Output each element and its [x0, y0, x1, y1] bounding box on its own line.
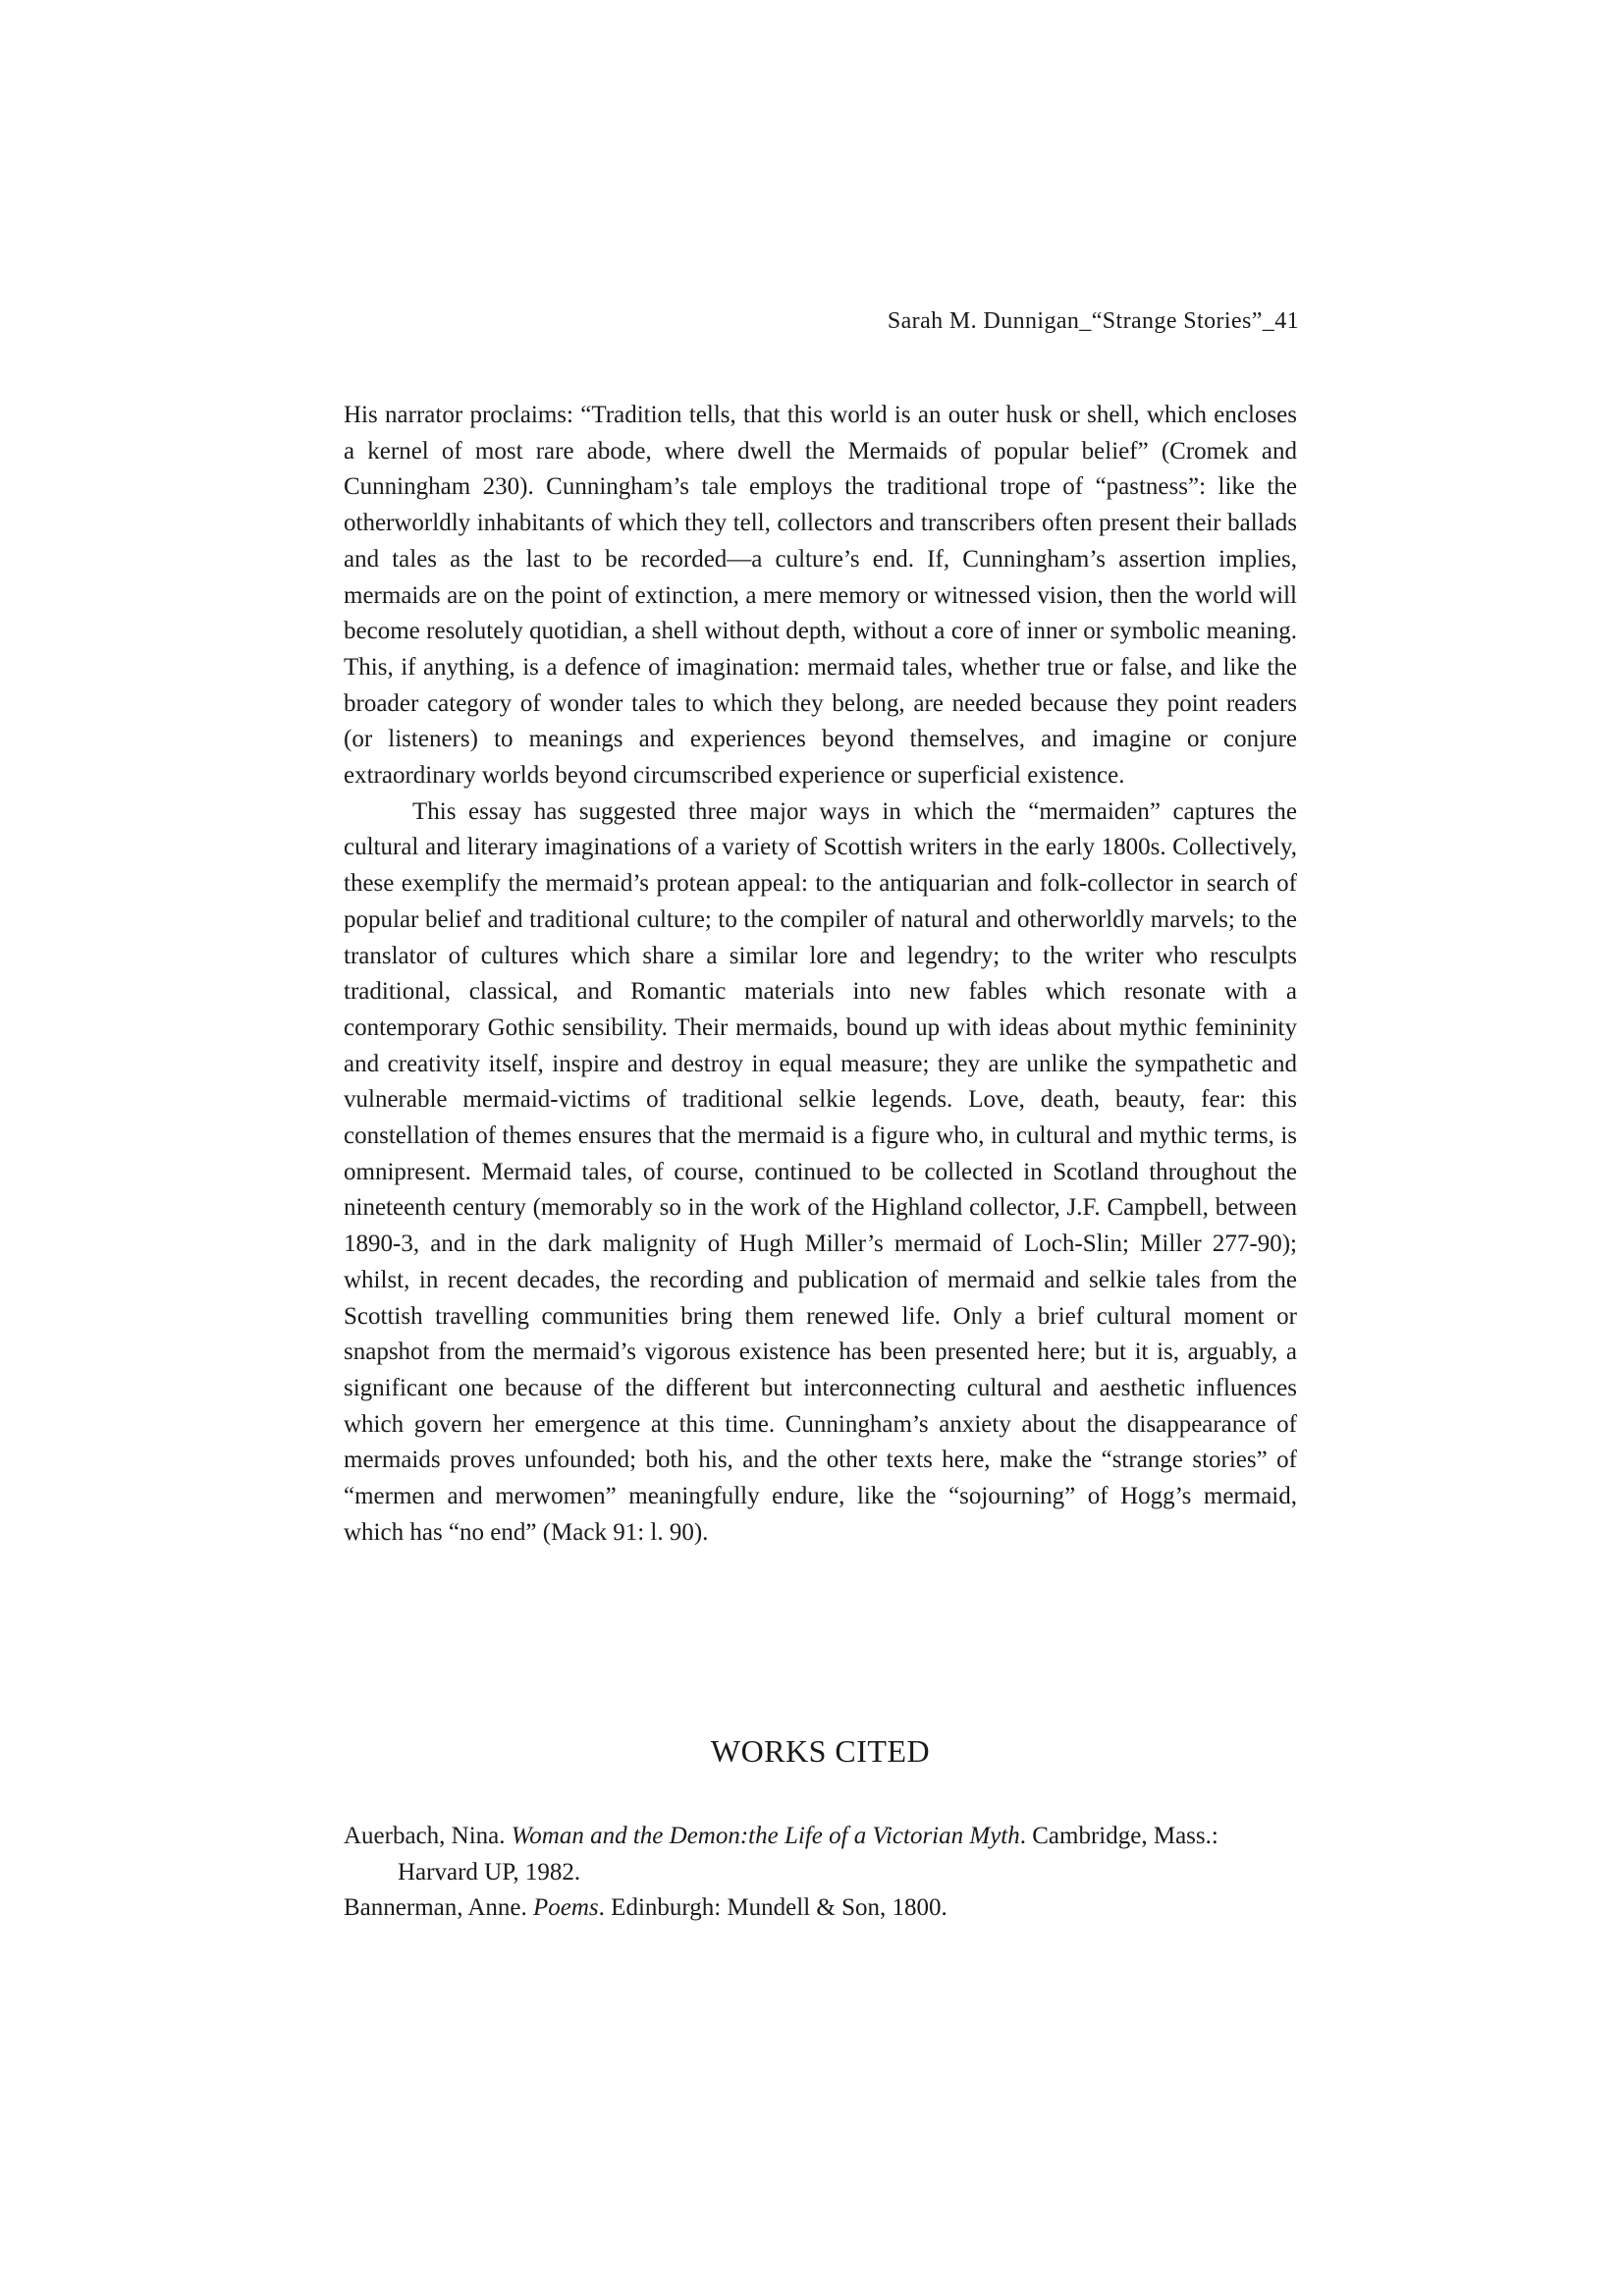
citation-author: Bannerman, Anne. — [344, 1894, 534, 1922]
citation-title: Poems — [533, 1894, 599, 1922]
citation-publication: . Edinburgh: Mundell & Son, 1800. — [598, 1894, 947, 1922]
works-cited-heading: WORKS CITED — [710, 1733, 931, 1769]
citation-publication: . Cambridge, Mass.: Harvard UP, 1982. — [398, 1823, 1218, 1886]
citation-title: Woman and the Demon:the Life of a Victorian Myth — [511, 1823, 1020, 1849]
works-cited-list — [344, 1819, 1301, 1927]
paragraph-1: His narrator proclaims: “Tradition tells, that this world is an outer husk or shell, which encloses a kernel of most rare abode, where dwell the Mermaids of popular belief” (Cromek and Cunningham 230). Cunningham’s tale employs the traditional trope of “pastness”: like the otherworldly inhabitants of which they tell, collectors and transcribers often present their ballads and tales as the last to be recorded—a culture’s end. If, Cunningham’s assertion implies, mermaids are on the point of extinction, a mere memory or witnessed vision, then the world will become resolutely quotidian, a shell without depth, without a core of inner or symbolic meaning. This, if anything, is a defence of imagination: mermaid tales, whether true or false, and like the broader category of wonder tales to which they belong, are needed because they point readers (or listeners) to meanings and experiences beyond themselves, and imagine or conjure extraordinary worlds beyond circumscribed experience or superficial existence. — [344, 402, 1297, 790]
running-head: Sarah M. Dunnigan_“Strange Stories”_41 — [887, 308, 1299, 334]
citation-author: Auerbach, Nina. — [344, 1823, 512, 1849]
citation-entry — [344, 1819, 1301, 1890]
paragraph-2: This essay has suggested three major ways in which the “mermaiden” captures the cultural and literary imaginations of a variety of Scottish writers in the early 1800s. Collectively, these exemplify the mermaid’s protean appeal: to the antiquarian and folk-collector in search of popular belief and traditional culture; to the compiler of natural and otherworldly marvels; to the translator of cultures which share a similar lore and legendry; to the writer who resculpts traditional, classical, and Romantic materials into new fables which resonate with a contemporary Gothic sensibility. Their mermaids, bound up with ideas about mythic femininity and creativity itself, inspire and destroy in equal measure; they are unlike the sympathetic and vulnerable mermaid-victims of traditional selkie legends. Love, death, beauty, fear: this constellation of themes ensures that the mermaid is a figure who, in cultural and mythic terms, is omnipresent. Mermaid tales, of course, continued to be collected in Scotland throughout the nineteenth century (memorably so in the work of the Highland collector, J.F. Campbell, between 1890-3, and in the dark malignity of Hugh Miller’s mermaid of Loch-Slin; Miller 277-90); whilst, in recent decades, the recording and publication of mermaid and selkie tales from the Scottish travelling communities bring them renewed life. Only a brief cultural moment or snapshot from the mermaid’s vigorous existence has been presented here; but it is, arguably, a significant one because of the different but interconnecting cultural and aesthetic influences which govern her emergence at this time. Cunningham’s anxiety about the disappearance of mermaids proves unfounded; both his, and the other texts here, make the “strange stories” of “mermen and merwomen” meaningfully endure, like the “sojourning” of Hogg’s mermaid, which has “no end” (Mack 91: l. 90). — [344, 797, 1297, 1546]
body-text — [344, 398, 1297, 1552]
citation-entry — [344, 1890, 1301, 1927]
